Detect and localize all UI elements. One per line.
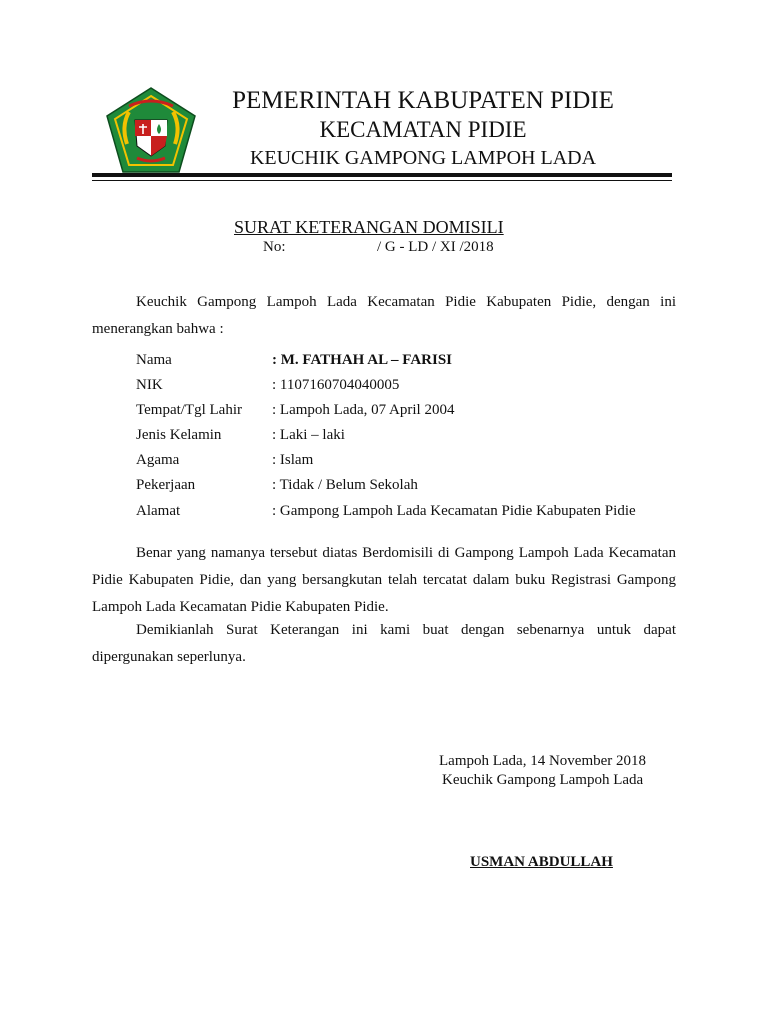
pidie-regency-emblem-icon (105, 86, 197, 174)
field-label: Alamat (136, 503, 181, 519)
letterhead-district: KECAMATAN PIDIE (319, 117, 527, 142)
field-label: Nama (136, 352, 172, 368)
field-value: : Tidak / Belum Sekolah (272, 477, 418, 493)
signature-position: Keuchik Gampong Lampoh Lada (442, 772, 644, 788)
document-title: SURAT KETERANGAN DOMISILI (234, 217, 504, 237)
statement-text: Benar yang namanya tersebut diatas Berdomisili di Gampong Lampoh Lada Kecamatan Pidie Kabupaten Pidie, dan yang bersangkutan telah tercatat dalam buku Registrasi Gampong Lampoh Lada Kecamatan Pidie Kabupaten Pidie. (92, 545, 676, 615)
field-value: : M. FATHAH AL – FARISI (272, 352, 453, 368)
intro-text: Keuchik Gampong Lampoh Lada Kecamatan Pidie Kabupaten Pidie, dengan ini menerangkan bahwa : (92, 294, 676, 337)
letterhead-divider-thick (92, 173, 672, 177)
letterhead-village-head: KEUCHIK GAMPONG LAMPOH LADA (249, 147, 597, 169)
document-number-value: / G - LD / XI /2018 (377, 239, 494, 255)
field-label: Jenis Kelamin (136, 427, 222, 443)
signature-place-date: Lampoh Lada, 14 November 2018 (439, 753, 647, 769)
signer-name: USMAN ABDULLAH (470, 854, 613, 870)
field-value: : 1107160704040005 (272, 377, 400, 393)
closing-paragraph (92, 617, 676, 671)
field-label: Pekerjaan (136, 477, 196, 493)
intro-paragraph (92, 289, 676, 343)
field-value: : Laki – laki (272, 427, 345, 443)
field-value: : Gampong Lampoh Lada Kecamatan Pidie Kabupaten Pidie (272, 503, 636, 519)
field-value: : Lampoh Lada, 07 April 2004 (272, 402, 455, 418)
field-label: Tempat/Tgl Lahir (136, 402, 242, 418)
letterhead-government: PEMERINTAH KABUPATEN PIDIE (232, 87, 614, 114)
document-number-label: No: (263, 239, 286, 255)
field-label: Agama (136, 452, 180, 468)
field-value: : Islam (272, 452, 314, 468)
closing-text: Demikianlah Surat Keterangan ini kami buat dengan sebenarnya untuk dapat dipergunakan seperlunya. (92, 622, 676, 665)
statement-paragraph (92, 540, 676, 621)
letterhead-divider-thin (92, 180, 672, 181)
field-label: NIK (136, 377, 163, 393)
